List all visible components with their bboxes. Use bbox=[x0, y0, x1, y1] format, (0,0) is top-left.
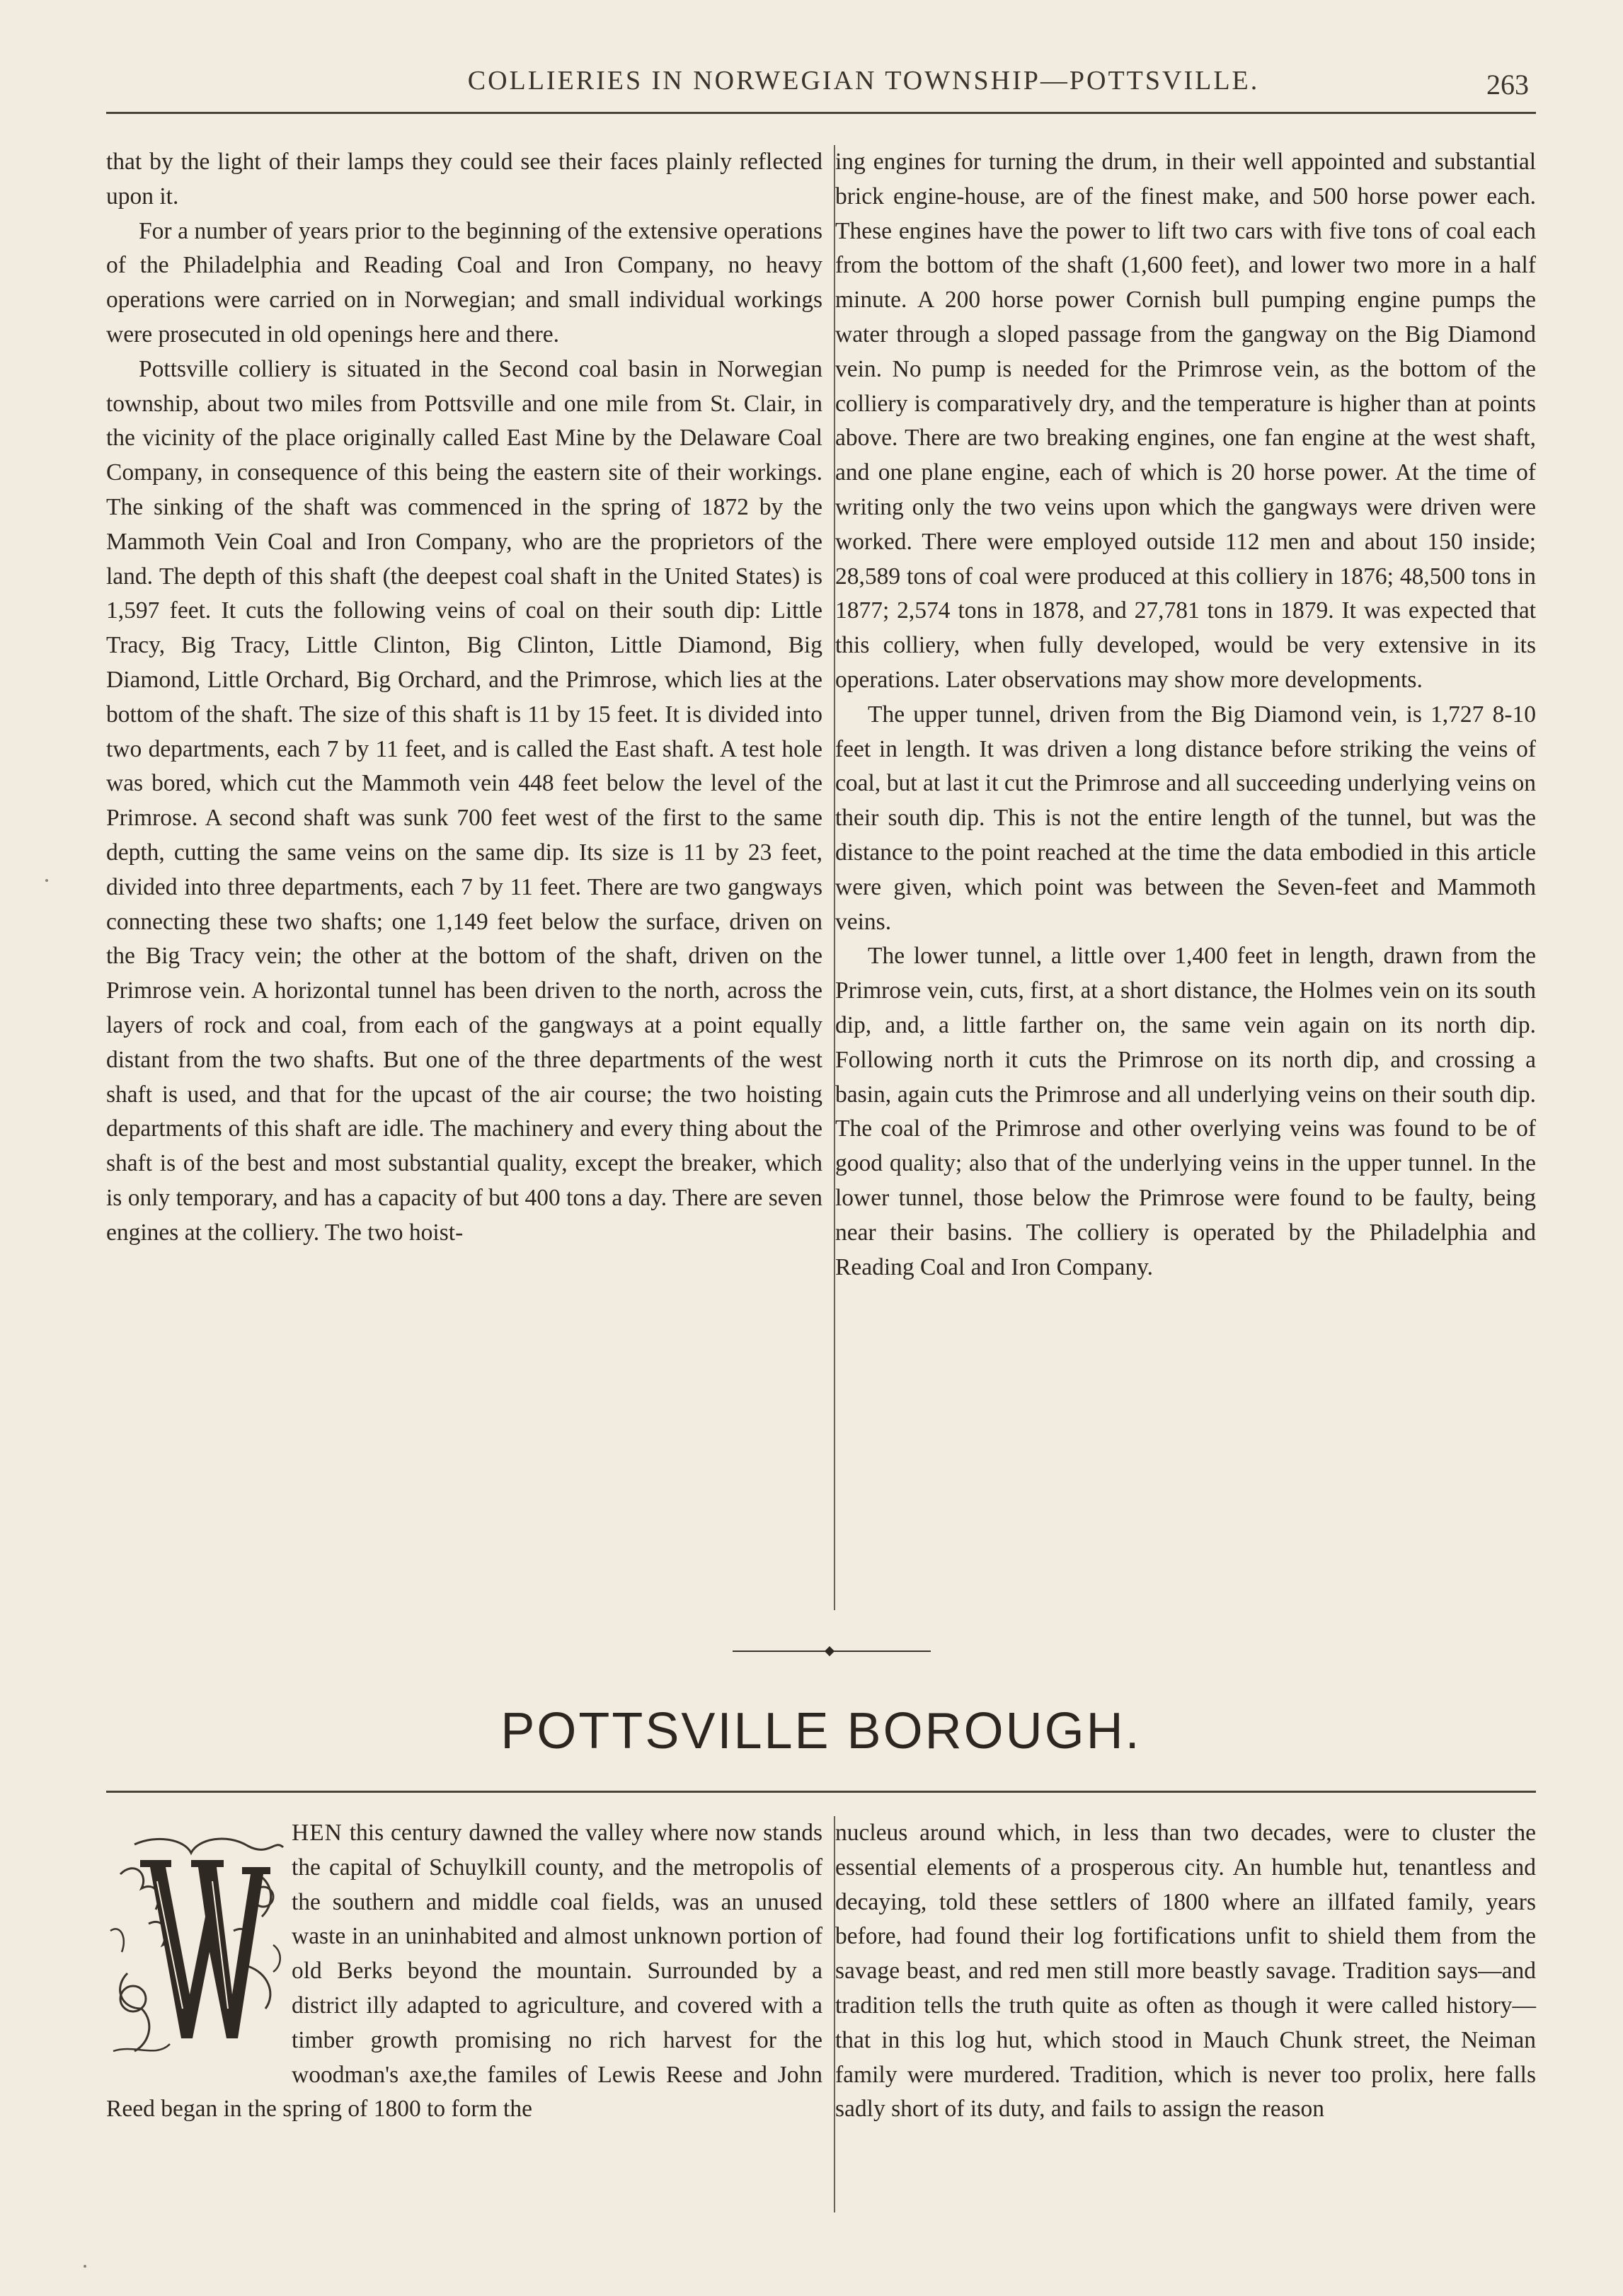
right-column bbox=[835, 145, 1536, 1285]
paragraph: The upper tunnel, driven from the Big Diamond vein, is 1,727 8-10 feet in length. It was driven a long distance before striking the veins of coal, but at last it cut the Primrose and all succeeding underlying veins on their south dip. This is not the entire length of the tunnel, but was the distance to the point reached at the time the data embodied in this article were given, which point was between the Seven-feet and Mammoth veins. bbox=[835, 701, 1536, 935]
colliery-article bbox=[106, 145, 1536, 1610]
paragraph: that by the light of their lamps they could see their faces plainly reflected upon it. bbox=[106, 149, 822, 209]
borough-article bbox=[106, 1816, 1536, 2212]
left-column bbox=[106, 1816, 822, 2127]
opening-text: this century dawned the valley where now stands the capital of Schuylkill county, and the metropolis of the southern and middle coal fields, was an unused waste in an uninhabited and almost unknown portion of old Berks beyond the mountain. Surrounded by a district illy adapted to agriculture, and covered with a timber growth promising no rich harvest for the woodman's axe,the familes of Lewis Reese and John Reed began in the spring of 1800 to form the bbox=[106, 1820, 822, 2123]
section-title: POTTSVILLE BOROUGH. bbox=[500, 1703, 1142, 1760]
paragraph: For a number of years prior to the beginning of the extensive operations of the Philadelphia and Reading Coal and Iron Company, no heavy operations were carried on in Norwegian; and small individual workings were prosecuted in old openings here and there. bbox=[106, 217, 822, 348]
page-number: 263 bbox=[1486, 69, 1529, 101]
right-column bbox=[835, 1816, 1536, 2127]
opening-paragraph bbox=[106, 1816, 822, 2127]
header-rule bbox=[106, 112, 1536, 114]
section-ornament bbox=[733, 1648, 931, 1655]
running-title: COLLIERIES IN NORWEGIAN TOWNSHIP—POTTSVILLE. bbox=[467, 66, 1260, 96]
paragraph: The lower tunnel, a little over 1,400 feet in length, drawn from the Primrose vein, cuts, first, at a short distance, the Holmes vein on its south dip, and, a little farther on, the same vein again on its north dip. Following north it cuts the Primrose on its north dip, and crossing a basin, again cuts the Primrose and all underlying veins on their south dip. The coal of the Primrose and other overlying veins was found to be of good quality; also that of the underlying veins in the upper tunnel. In the lower tunnel, those below the Primrose were found to be faulty, being near their basins. The colliery is operated by the Philadelphia and Reading Coal and Iron Company. bbox=[835, 943, 1536, 1280]
paragraph: nucleus around which, in less than two decades, were to cluster the essential elements of a prosperous city. An humble hut, tenantless and decaying, told these settlers of 1800 where an illfated family, years before, had found their log fortifications unfit to shield them from the savage beast, and red men still more beastly savage. Tradition says—and tradition tells the truth quite as often as though it were called history—that in this log hut, which stood in Mauch Chunk street, the Neiman family were murdered. Tradition, which is never too prolix, here falls sadly short of its duty, and fails to assign the reason bbox=[835, 1820, 1536, 2123]
paragraph: ing engines for turning the drum, in their well appointed and substantial brick engine-house, are of the finest make, and 500 horse power each. These engines have the power to lift two cars with five tons of coal each from the bottom of the shaft (1,600 feet), and lower two more in a half minute. A 200 horse power Cornish bull pumping engine pumps the water through a sloped passage from the gangway on the Big Diamond vein. No pump is needed for the Primrose vein, as the bottom of the colliery is comparatively dry, and the temperature is higher than at points above. There are two breaking engines, one fan engine at the west shaft, and one plane engine, each of which is 20 horse power. At the time of writing only the two veins upon which the gangways were driven were worked. There were employed outside 112 men and about 150 inside; 28,589 tons of coal were produced at this colliery in 1876; 48,500 tons in 1877; 2,574 tons in 1878, and 27,781 tons in 1879. It was expected that this colliery, when fully developed, would be very extensive in its operations. Later observations may show more developments. bbox=[835, 149, 1536, 693]
print-speck bbox=[84, 2265, 86, 2268]
paragraph: Pottsville colliery is situated in the Second coal basin in Norwegian township, about two miles from Pottsville and one mile from St. Clair, in the vicinity of the place originally called East Mine by the Delaware Coal Company, in consequence of this being the eastern site of their workings. The sinking of the shaft was commenced in the spring of 1872 by the Mammoth Vein Coal and Iron Company, who are the proprietors of the land. The depth of this shaft (the deepest coal shaft in the United States) is 1,597 feet. It cuts the following veins of coal on their south dip: Little Tracy, Big Tracy, Little Clinton, Big Clinton, Little Diamond, Big Diamond, Little Orchard, Big Orchard, and the Primrose, which lies at the bottom of the shaft. The size of this shaft is 11 by 15 feet. It is divided into two departments, each 7 by 11 feet, and is called the East shaft. A test hole was bored, which cut the Mammoth vein 448 feet below the level of the Primrose. A second shaft was sunk 700 feet west of the first to the same depth, cutting the same veins on the same dip. Its size is 11 by 23 feet, divided into three departments, each 7 by 11 feet. There are two gangways connecting these two shafts; one 1,149 feet below the surface, driven on the Big Tracy vein; the other at the bottom of the shaft, driven on the Primrose vein. A horizontal tunnel has been driven to the north, across the layers of rock and coal, from each of the gangways at a point equally distant from the two shafts. But one of the three departments of the west shaft is used, and that for the upcast of the air course; the two hoisting departments of this shaft are idle. The machinery and every thing about the shaft is of the best and most substantial quality, except the breaker, which is only temporary, and has a capacity of but 400 tons a day. There are seven engines at the colliery. The two hoist- bbox=[106, 355, 822, 1246]
left-column bbox=[106, 145, 822, 1251]
section-rule bbox=[106, 1791, 1536, 1793]
opening-lead-word: HEN bbox=[292, 1820, 343, 1846]
drop-cap-space bbox=[106, 1816, 292, 2064]
running-header bbox=[106, 65, 1536, 108]
print-speck bbox=[45, 879, 48, 882]
